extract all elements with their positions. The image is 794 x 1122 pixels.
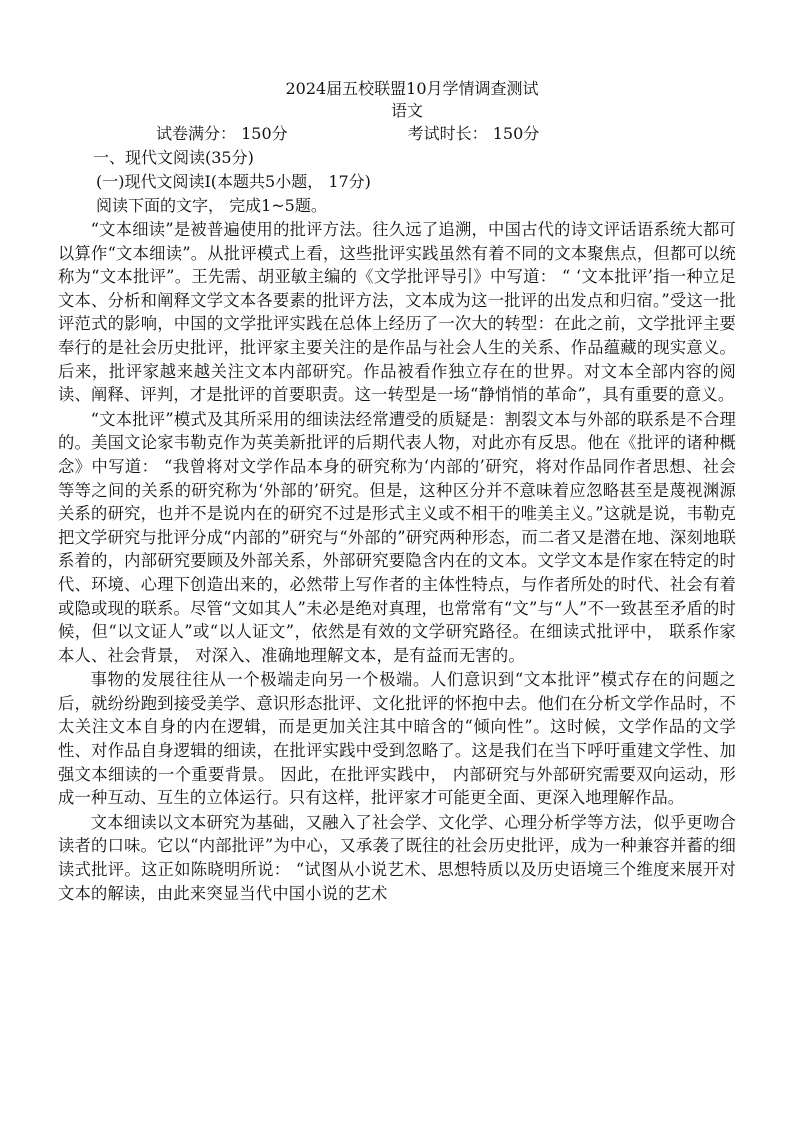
article-paragraph-2: “文本批评”模式及其所采用的细读法经常遭受的质疑是：割裂文本与外部的联系是不合理的。美国文论家韦勒克作为英美新批评的后期代表人物，对此亦有反思。他在《批评的诸种概念》中写道： “我曾将对文学作品本身的研究称为‘内部的’研究，将对作品同作者思想、社会等等之间的关系的研究称为‘外部的’研究。但是，这种区分并不意味着应忽略甚至是蔑视渊源关系的研究，也并不是说内在的研究不过是形式主义或不相干的唯美主义。”这就是说，韦勒克把文学研究与批评分成“内部的”研究与“外部的”研究两种形态，而二者又是潜在地、深刻地联系着的，内部研究要顾及外部关系，外部研究要隐含内在的文本。文学文本是作家在特定的时代、环境、心理下创造出来的，必然带上写作者的主体性特点，与作者所处的时代、社会有着或隐或现的联系。尽管“文如其人”未必是绝对真理，也常常有“文”与“人”不一致甚至矛盾的时候，但“以文证人”或“以人证文”，依然是有效的文学研究路径。在细读式批评中， 联系作家本人、社会背景， 对深入、准确地理解文本，是有益而无害的。 — [58, 409, 736, 665]
exam-duration: 考试时长： 150分 — [407, 124, 540, 143]
article-paragraph-4: 文本细读以文本研究为基础，又融入了社会学、文化学、心理分析学等方法，似乎更吻合读者的口味。它以“内部批评”为中心，又承袭了既往的社会历史批评，成为一种兼容并蓄的细读式批评。这正如陈晓明所说： “试图从小说艺术、思想特质以及历史语境三个维度来展开对文本的解读，由此来突显当代中国小说的艺术 — [58, 812, 736, 903]
subject-name: 语文 — [390, 101, 423, 120]
article-paragraph-1: “文本细读”是被普遍使用的批评方法。往久远了追溯，中国古代的诗文评话语系统大都可以算作“文本细读”。从批评模式上看，这些批评实践虽然有着不同的文本聚焦点，但都可以统称为“文本批评”。王先需、胡亚敏主编的《文学批评导引》中写道： “ ‘文本批评’指一种立足文本、分析和阐释文学文本各要素的批评方法，文本成为这一批评的出发点和归宿。”受这一批评范式的影响，中国的文学批评实践在总体上经历了一次大的转型：在此之前，文学批评主要奉行的是社会历史批评，批评家主要关注的是作品与社会人生的关系、作品蕴藏的现实意义。后来，批评家越来越关注文本内部研究。作品被看作独立存在的世界。对文本全部内容的阅读、阐释、评判，才是批评的首要职责。这一转型是一场“静悄悄的革命”，具有重要的意义。 — [58, 220, 736, 405]
full-score: 试卷满分： 150分 — [156, 124, 288, 143]
article-paragraph-3: 事物的发展往往从一个极端走向另一个极端。人们意识到“文本批评”模式存在的问题之后，就纷纷跑到接受美学、意识形态批评、文化批评的怀抱中去。他们在分析文学作品时，不太关注文本自身的内在逻辑，而是更加关注其中暗含的“倾向性”。这时候，文学作品的文学性、对作品自身逻辑的细读，在批评实践中受到忽略了。这是我们在当下呼吁重建文学性、加强文本细读的一个重要背景。 因此，在批评实践中， 内部研究与外部研究需要双向运动，形成一种互动、互生的立体运行。只有这样，批评家才可能更全面、更深入地理解作品。 — [58, 670, 736, 808]
reading-instruction: 阅读下面的文字， 完成1~5题。 — [96, 196, 327, 215]
section-sub-heading: (一)现代文阅读Ⅰ(本题共5小题， 17分) — [96, 172, 371, 191]
exam-title: 2024届五校联盟10月学情调查测试 — [285, 79, 539, 98]
exam-meta — [58, 122, 736, 146]
section-heading: 一、现代文阅读(35分) — [93, 148, 254, 167]
